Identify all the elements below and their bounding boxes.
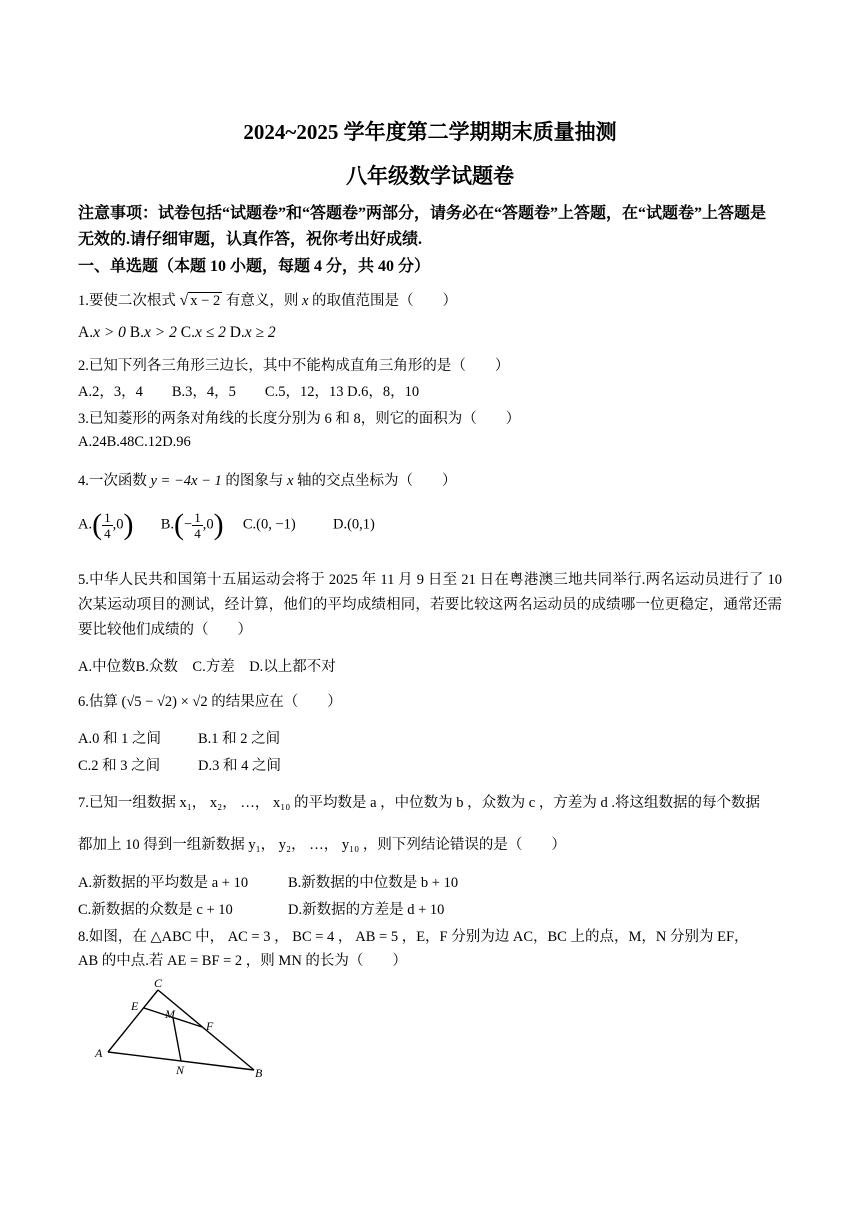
question-4-stem: 4.一次函数 y = −4x − 1 的图象与 x 轴的交点坐标为（ ） [78,473,457,489]
label-E: E [131,999,139,1013]
function-expression: y = −4x − 1 [150,473,222,489]
label-B: B [255,1066,263,1080]
estimate-expression: (√5 − √2) × √2 [121,694,208,710]
question-7-line1: 7.已知一组数据 x₁， x₂， …， x₁₀ 的平均数是 a ，中位数为 b ，众数为 c ，方差为 d .将这组数据的每个数据 [78,795,760,811]
triangle-figure [88,976,278,1086]
fraction: $\frac{1}{4}$ [104,509,111,541]
segment-MN [173,1018,181,1061]
question-2-stem: 2.已知下列各三角形三边长，其中不能构成直角三角形的是（ ） [78,358,510,374]
question-7-options-row1: A.新数据的平均数是 a + 10 B.新数据的中位数是 b + 10 [78,875,459,891]
question-6-options-row2: C.2 和 3 之间 D.3 和 4 之间 [78,758,281,774]
notice-text: 注意事项：试卷包括“试题卷”和“答题卷”两部分，请务必在“答题卷”上答题，在“试题卷”上答题是无效的.请仔细审题，认真作答，祝你考出好成绩. [78,205,767,248]
question-7-options-row2: C.新数据的众数是 c + 10 D.新数据的方差是 d + 10 [78,902,445,918]
question-6-options-row1: A.0 和 1 之间 B.1 和 2 之间 [78,731,281,747]
question-8-line2: AB 的中点.若 AE = BF = 2 ，则 MN 的长为（ ） [78,953,407,969]
label-N: N [176,1063,185,1077]
question-1-stem: 1.要使二次根式 √ x − 2 有意义，则 x 的取值范围是（ ） [78,292,458,309]
question-3-options: A.24B.48C.12D.96 [78,434,191,450]
question-6-stem: 6.估算 (√5 − √2) × √2 的结果应在（ ） [78,694,342,710]
question-1-options: A.x > 0 B.x > 2 C.x ≤ 2 D.x ≥ 2 [78,324,276,341]
question-8-line1: 8.如图，在 △ABC 中， AC = 3 ， BC = 4 ， AB = 5 ，E，F 分别为边 AC，BC 上的点，M，N 分别为 EF， [78,929,749,945]
label-A: A [95,1046,103,1060]
question-5-stem: 5.中华人民共和国第十五届运动会将于 2025 年 11 月 9 日至 21 日在粤港澳三地共同举行.两名运动员进行了 10 次某运动项目的测试，经计算，他们的平均成绩相同，若要比较这两名运动员的成绩哪一位更稳定，通常还需要比较他们成绩的（ ） [78,572,782,638]
question-7-line2: 都加上 10 得到一组新数据 y₁， y₂， …， y₁₀ ，则下列结论错误的是（ ） [78,837,566,853]
question-5-options: A.中位数B.众数 C.方差 D.以上都不对 [78,659,336,675]
label-M: M [165,1007,175,1021]
question-4-options: A.( $\frac{1}{4}$ ,0) B.(− $\frac{1}{4}$ ,0) C.(0, −1) D.(0,1) [78,508,375,541]
label-F: F [206,1019,214,1033]
exam-subtitle: 八年级数学试题卷 [346,164,514,188]
question-2-options: A.2，3，4 B.3，4，5 C.5，12，13 D.6，8，10 [78,384,420,400]
section-heading: 一、单选题（本题 10 小题，每题 4 分，共 40 分） [78,258,431,275]
radicand: x − 2 [190,293,221,309]
label-C: C [154,976,163,990]
fraction: $\frac{1}{4}$ [194,509,201,541]
question-3-stem: 3.已知菱形的两条对角线的长度分别为 6 和 8，则它的面积为（ ） [78,411,521,427]
exam-title: 2024~2025 学年度第二学期期末质量抽测 [243,120,617,144]
